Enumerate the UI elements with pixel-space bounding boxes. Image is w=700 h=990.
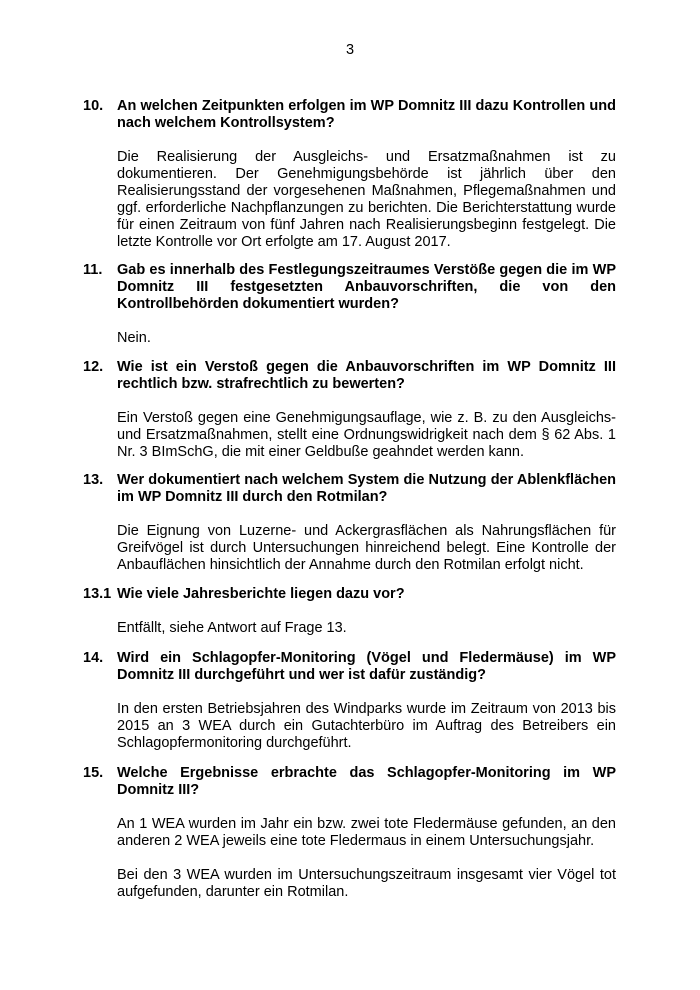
question-text: Wie viele Jahresberichte liegen dazu vor? xyxy=(117,586,405,602)
question-text: Gab es innerhalb des Festlegungszeitraumes Verstöße gegen die im WP Domnitz III festgesetzten Anbauvorschriften, die von den Kontrollbehörden dokumentiert wurden? xyxy=(117,262,616,312)
question-number: 15. xyxy=(83,765,104,781)
answer-text: Die Realisierung der Ausgleichs- und Ersatzmaßnahmen ist zu dokumentieren. Der Genehmigungsbehörde ist jährlich über den Realisierungsstand der vorgesehenen Maßnahmen, Pflegemaßnahmen und ggf. erforderliche Nachpflanzungen zu berichten. Die Berichterstattung wurde für einen Zeitraum von fünf Jahren nach Realisierungsbeginn festgelegt. Die letzte Kontrolle vor Ort erfolgte am 17. August 2017. xyxy=(117,149,616,250)
question-text: Wird ein Schlagopfer-Monitoring (Vögel und Fledermäuse) im WP Domnitz III durchgeführt und wer ist dafür zuständig? xyxy=(117,650,616,683)
question-number: 13. xyxy=(83,472,104,488)
answer-text: An 1 WEA wurden im Jahr ein bzw. zwei tote Fledermäuse gefunden, an den anderen 2 WEA jeweils eine tote Fledermaus in einem Untersuchungsjahr. xyxy=(117,816,616,849)
answer-text: Die Eignung von Luzerne- und Ackergrasflächen als Nahrungsflächen für Greifvögel ist durch Untersuchungen hinreichend belegt. Eine Kontrolle der Anbauflächen hinsichtlich der Annahme durch den Rotmilan erfolgt nicht. xyxy=(117,523,616,573)
question-number: 13.1 xyxy=(83,586,112,602)
page-number: 3 xyxy=(345,42,355,58)
question-block xyxy=(83,98,616,251)
question-block xyxy=(83,262,616,347)
question-block xyxy=(83,359,616,461)
question-number: 10. xyxy=(83,98,104,114)
question-number: 14. xyxy=(83,650,104,666)
question-block xyxy=(83,650,616,752)
question-number: 12. xyxy=(83,359,104,375)
question-text: Wie ist ein Verstoß gegen die Anbauvorschriften im WP Domnitz III rechtlich bzw. strafrechtlich zu bewerten? xyxy=(117,359,616,392)
answer-text: Ein Verstoß gegen eine Genehmigungsauflage, wie z. B. zu den Ausgleichs- und Ersatzmaßnahmen, stellt eine Ordnungswidrigkeit nach dem § 62 Abs. 1 Nr. 3 BImSchG, die mit einer Geldbuße geahndet werden kann. xyxy=(117,410,616,460)
answer-text: Entfällt, siehe Antwort auf Frage 13. xyxy=(117,620,347,636)
question-block xyxy=(83,765,616,901)
answer-text: Bei den 3 WEA wurden im Untersuchungszeitraum insgesamt vier Vögel tot aufgefunden, darunter ein Rotmilan. xyxy=(117,867,616,900)
answer-text: In den ersten Betriebsjahren des Windparks wurde im Zeitraum von 2013 bis 2015 an 3 WEA durch ein Gutachterbüro im Auftrag des Betreibers ein Schlagopfermonitoring durchgeführt. xyxy=(117,701,616,751)
question-text: Wer dokumentiert nach welchem System die Nutzung der Ablenkflächen im WP Domnitz III durch den Rotmilan? xyxy=(117,472,616,505)
answer-text: Nein. xyxy=(117,330,151,346)
question-block xyxy=(83,586,616,637)
question-block xyxy=(83,472,616,574)
question-text: Welche Ergebnisse erbrachte das Schlagopfer-Monitoring im WP Domnitz III? xyxy=(117,765,616,798)
question-text: An welchen Zeitpunkten erfolgen im WP Domnitz III dazu Kontrollen und nach welchem Kontrollsystem? xyxy=(117,98,616,131)
question-number: 11. xyxy=(83,262,103,278)
